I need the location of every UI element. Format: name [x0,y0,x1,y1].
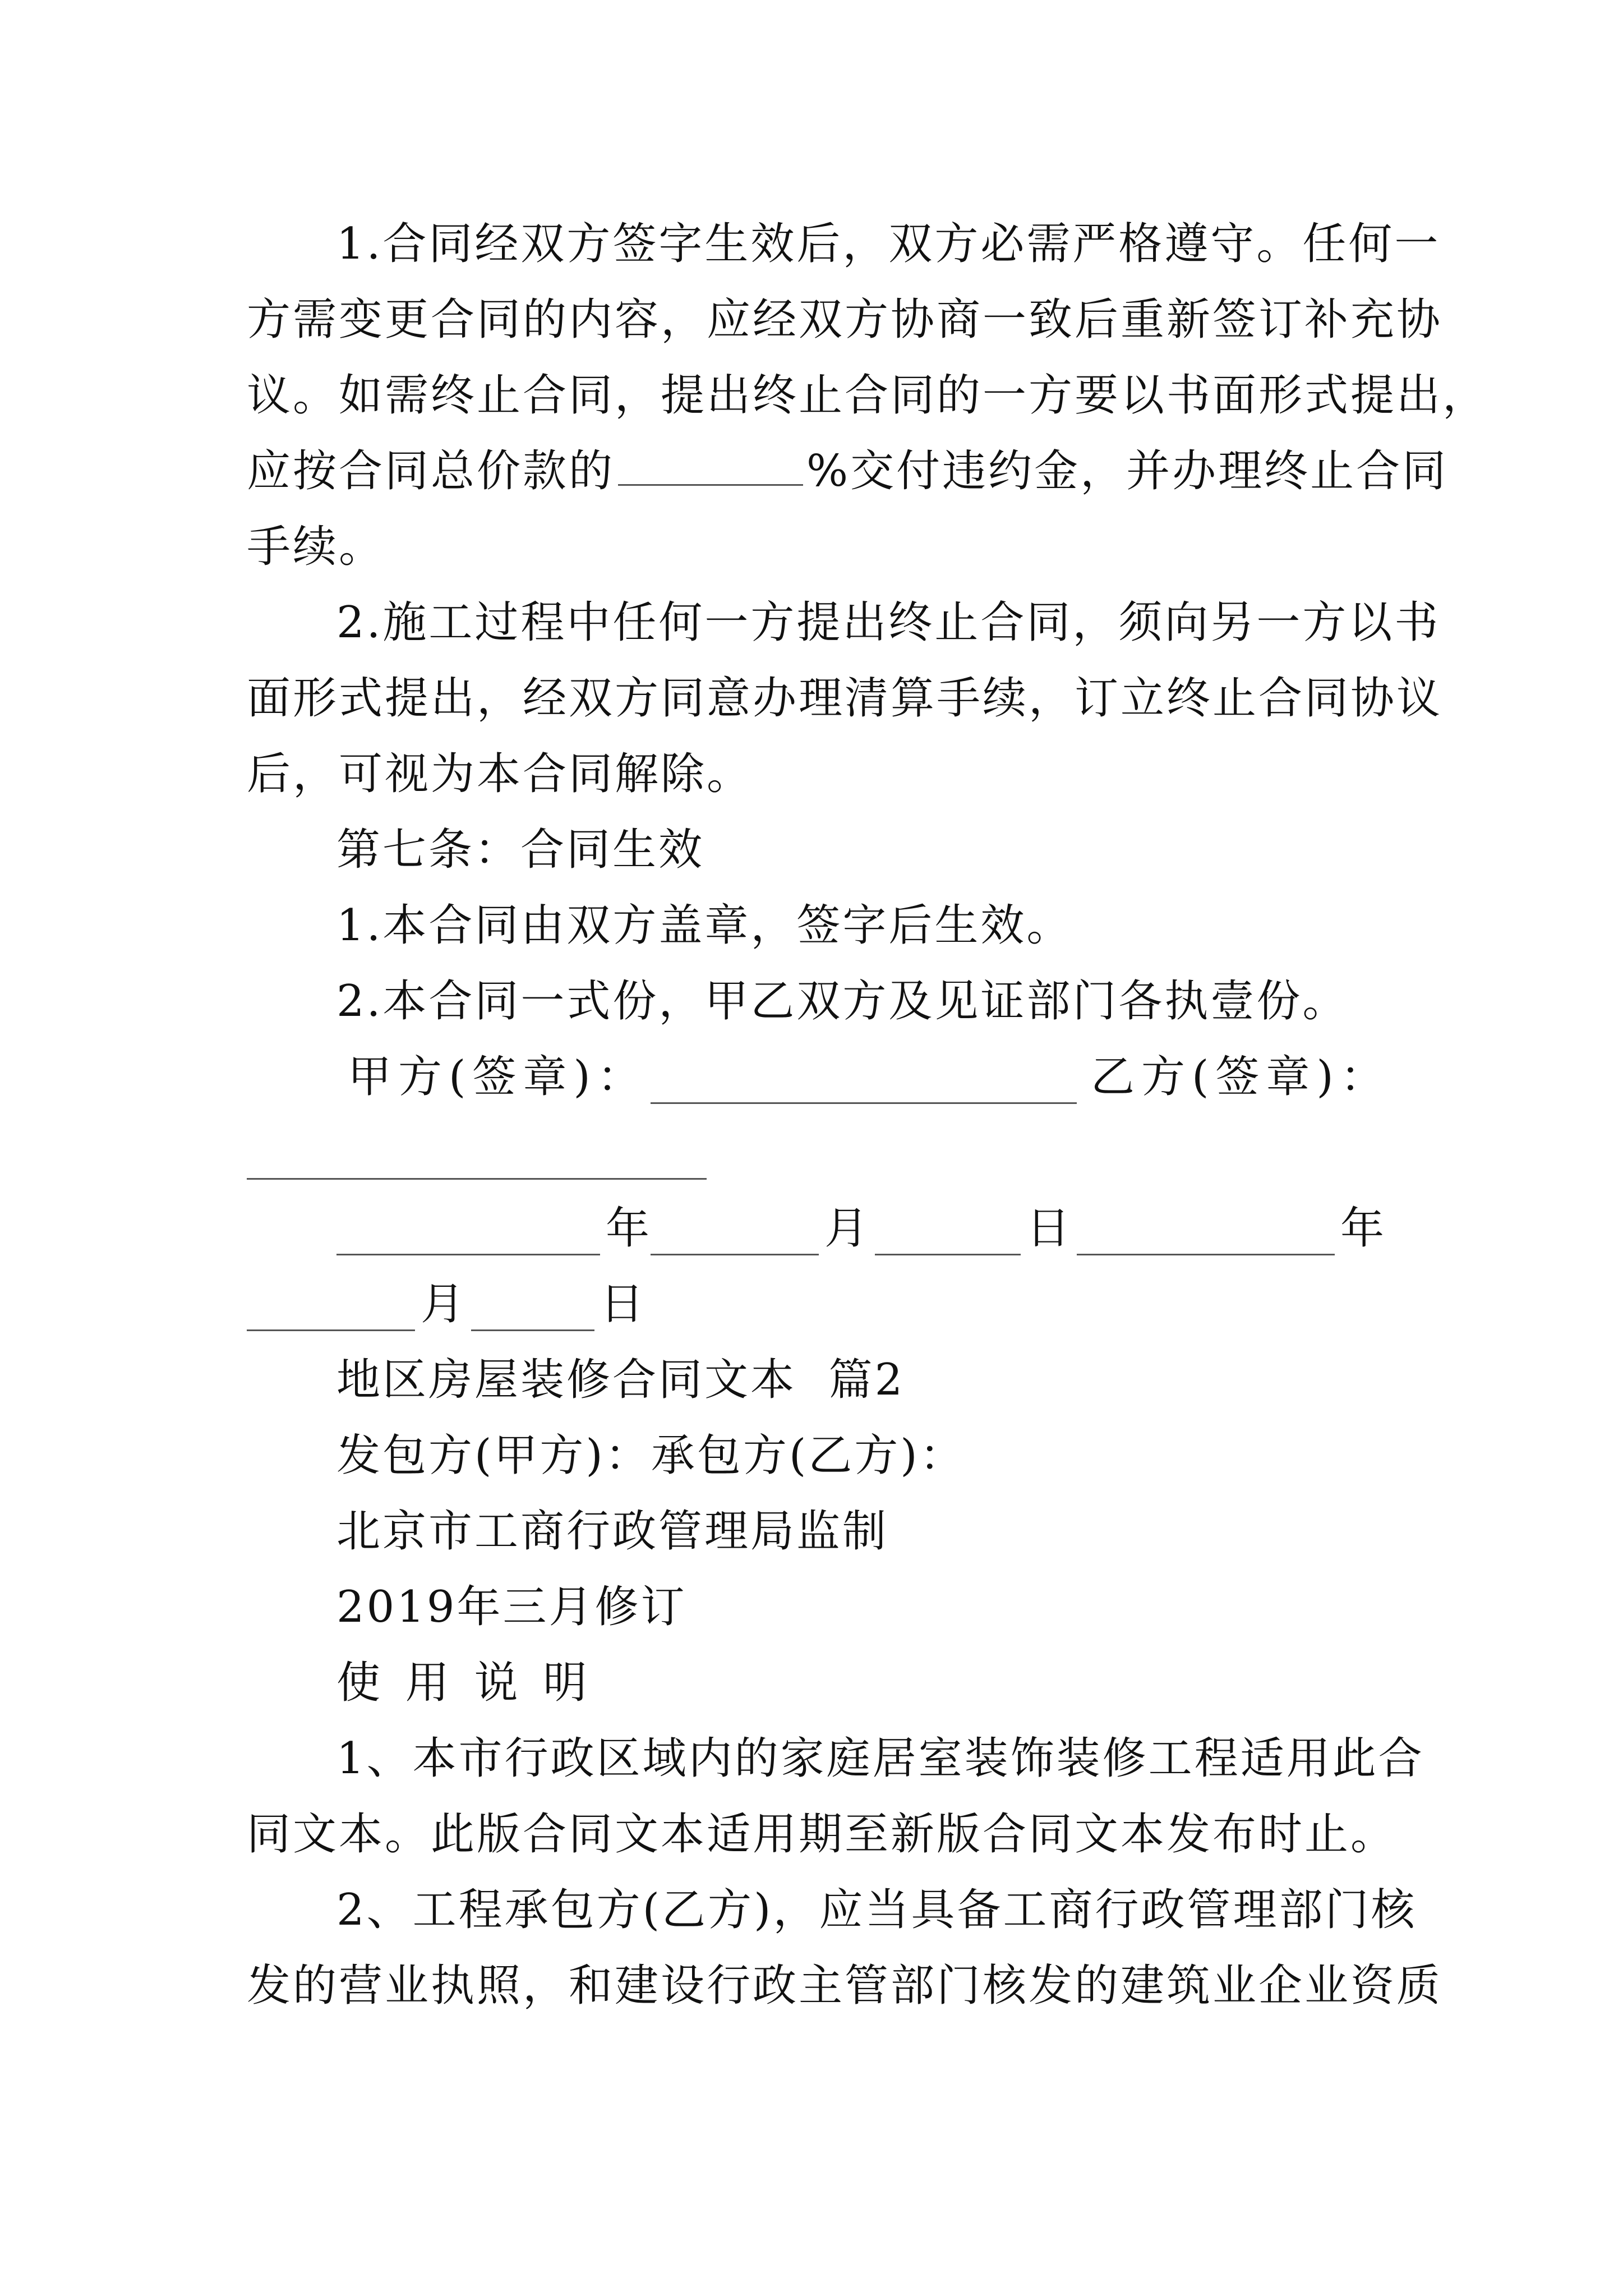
paragraph-line: 面形式提出，经双方同意办理清算手续，订立终止合同协议 [247,673,1443,724]
year-blank [336,1254,600,1255]
year-blank [1077,1254,1335,1255]
paragraph-line: 发的营业执照，和建设行政主管部门核发的建筑业企业资质 [247,1961,1443,2011]
paragraph-line: 后，可视为本合同解除。 [247,749,753,799]
paragraph-line: 方需变更合同的内容，应经双方协商一致后重新签订补充协 [247,295,1443,345]
party-b-signature-label: 乙方(签章)： [1091,1052,1391,1102]
supervisor-line: 北京市工商行政管理局监制 [336,1506,889,1557]
paragraph-line: 2.施工过程中任何一方提出终止合同，须向另一方以书 [336,597,1441,648]
party-a-signature-blank [651,1102,1077,1104]
paragraph-line: 1、本市行政区域内的家庭居室装饰装修工程适用此合 [336,1733,1424,1784]
usage-heading: 使 用 说 明 [336,1658,593,1708]
paragraph-line: 2.本合同一式份，甲乙双方及见证部门各执壹份。 [336,976,1349,1027]
year-label: 年 [1340,1203,1387,1254]
day-label: 日 [1026,1203,1073,1254]
paragraph-line [247,443,1448,499]
month-blank [651,1254,819,1255]
paragraph-line: 同文本。此版合同文本适用期至新版合同文本发布时止。 [247,1809,1397,1860]
text-fragment: %交付违约金，并办理终止合同 [806,446,1449,496]
day-label: 日 [600,1279,647,1329]
day-blank [875,1254,1021,1255]
fill-in-blank [618,481,803,486]
year-label: 年 [606,1203,652,1254]
paragraph-line: 2、工程承包方(乙方)，应当具备工商行政管理部门核 [336,1885,1417,1935]
month-blank [247,1329,415,1331]
month-label: 月 [824,1203,871,1254]
party-a-signature-label: 甲方(签章)： [348,1052,648,1102]
day-blank [471,1329,594,1331]
paragraph-line: 手续。 [247,522,385,572]
document-title: 地区房屋装修合同文本 篇2 [336,1355,905,1405]
parties-line: 发包方(甲方)：承包方(乙方)： [336,1430,966,1481]
revision-date: 2019年三月修订 [336,1582,687,1632]
paragraph-line: 1.本合同由双方盖章，签字后生效。 [336,900,1073,951]
paragraph-line: 议。如需终止合同，提出终止合同的一方要以书面形式提出， [247,370,1489,421]
month-label: 月 [421,1279,467,1329]
section-heading: 第七条：合同生效 [336,825,705,875]
paragraph-line: 1.合同经双方签字生效后，双方必需严格遵守。任何一 [336,219,1441,269]
party-b-signature-blank [247,1178,707,1180]
text-fragment: 应按合同总价款的 [247,446,615,496]
